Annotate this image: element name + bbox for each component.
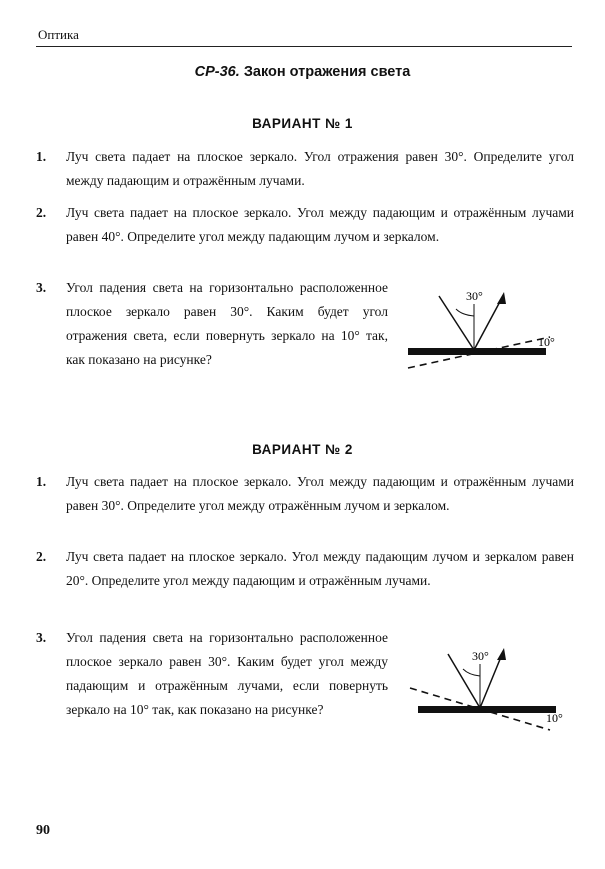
problem-text: Луч света падает на плоское зеркало. Угол отражения равен 30°. Определите угол между падающим и отражённым лучами.	[66, 149, 574, 188]
angle-arc	[456, 309, 474, 316]
problem-number: 2.	[36, 549, 47, 564]
angle-label-top: 30°	[472, 649, 489, 663]
angle-label-side: 10°	[546, 711, 563, 725]
angle-label-top: 30°	[466, 289, 483, 303]
problem-text: Луч света падает на плоское зеркало. Угол между падающим лучом и зеркалом равен 20°. Определите угол между падающим и отражённым лучами.	[66, 549, 574, 588]
problem-number: 1.	[36, 474, 47, 489]
work-title: Закон отражения света	[243, 64, 411, 80]
reflected-ray-arrowhead	[497, 648, 506, 660]
reflected-ray-arrowhead	[497, 292, 506, 304]
angle-arc	[463, 669, 480, 676]
incident-ray	[439, 296, 474, 350]
mirror-figure-v1	[400, 282, 570, 377]
variant-1-heading: ВАРИАНТ № 1	[252, 116, 353, 131]
page-number: 90	[36, 823, 50, 838]
problem-number: 1.	[36, 149, 47, 164]
problem-number: 3.	[36, 280, 47, 295]
mirror	[418, 706, 556, 713]
problem-number: 3.	[36, 630, 47, 645]
angle-label-side: 10°	[538, 335, 555, 349]
problem-text: Угол падения света на горизонтально расположенное плоское зеркало равен 30°. Каким будет угол между падающим и отражённым лучами, если повернуть зеркало на 10° так, как показано на рисунке?	[66, 630, 388, 717]
work-code: СР-36.	[194, 64, 240, 80]
problem-text: Угол падения света на горизонтально расположенное плоское зеркало равен 30°. Каким будет угол отражения света, если повернуть зеркало на 10° так, как показано на рисунке?	[66, 280, 388, 367]
page-title	[0, 64, 605, 80]
variant-2-heading: ВАРИАНТ № 2	[252, 442, 353, 457]
problem-text: Луч света падает на плоское зеркало. Угол между падающим и отражённым лучами равен 40°. Определите угол между падающим лучом и зеркалом.	[66, 205, 574, 244]
section-header: Оптика	[38, 27, 79, 42]
problem-number: 2.	[36, 205, 47, 220]
reflected-ray	[474, 296, 503, 350]
mirror-figure-v2	[400, 640, 570, 740]
mirror	[408, 348, 546, 355]
problem-text: Луч света падает на плоское зеркало. Угол между падающим и отражённым лучами равен 30°. Определите угол между отражённым лучом и зеркалом.	[66, 474, 574, 513]
header-divider	[36, 46, 572, 47]
